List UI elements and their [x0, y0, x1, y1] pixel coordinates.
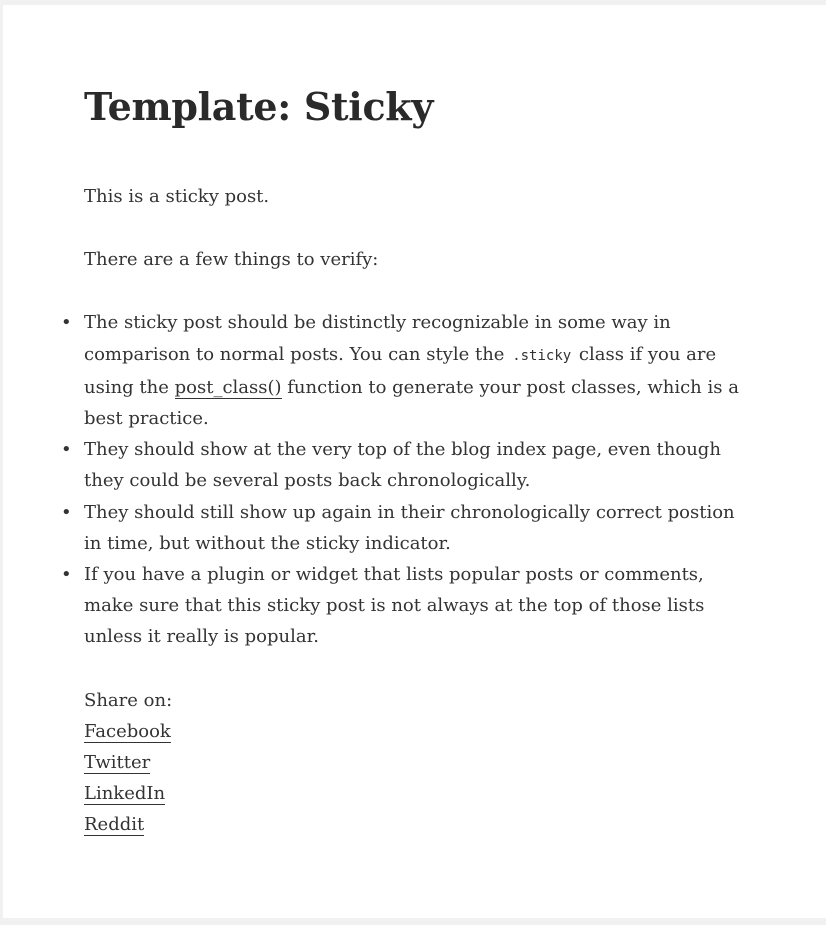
list-item	[61, 434, 744, 496]
bullet-icon: •	[61, 501, 72, 523]
list-item-text: They should still show up again in their chronologically correct postion in time, but without the sticky indicator.	[84, 501, 735, 554]
share-reddit-link[interactable]: Reddit	[84, 814, 145, 836]
post-card	[3, 5, 826, 918]
post-body	[61, 181, 744, 841]
list-item	[61, 307, 744, 434]
share-linkedin-link[interactable]: LinkedIn	[84, 783, 166, 805]
intro-paragraph: This is a sticky post.	[84, 186, 270, 207]
share-twitter-link[interactable]: Twitter	[84, 752, 151, 774]
verify-intro-paragraph: There are a few things to verify:	[84, 249, 379, 271]
list-item-text: They should show at the very top of the blog index page, even though they could be several posts back chronologically.	[84, 439, 721, 492]
share-label: Share on:	[84, 689, 173, 711]
list-item	[61, 497, 744, 559]
list-item	[61, 559, 744, 653]
list-item-text-before: The sticky post should be distinctly recognizable in some way in comparison to normal posts. You can style the	[84, 312, 671, 365]
verify-list	[61, 307, 744, 652]
share-facebook-link[interactable]: Facebook	[84, 720, 171, 742]
list-item-text-after: function to generate your post classes, which is a best practice.	[84, 376, 739, 430]
post-title: Template: Sticky	[84, 84, 434, 129]
bullet-icon: •	[61, 312, 72, 334]
post-class-link[interactable]: post_class()	[174, 376, 282, 398]
bullet-icon: •	[61, 564, 72, 586]
bullet-icon: •	[61, 439, 72, 461]
sticky-code: .sticky	[512, 347, 572, 364]
list-item-text: If you have a plugin or widget that lists popular posts or comments, make sure that this sticky post is not always at the top of those lists unless it really is popular.	[84, 564, 705, 648]
share-section	[84, 685, 744, 841]
list-item-text-middle: class if you are using the	[84, 343, 717, 398]
